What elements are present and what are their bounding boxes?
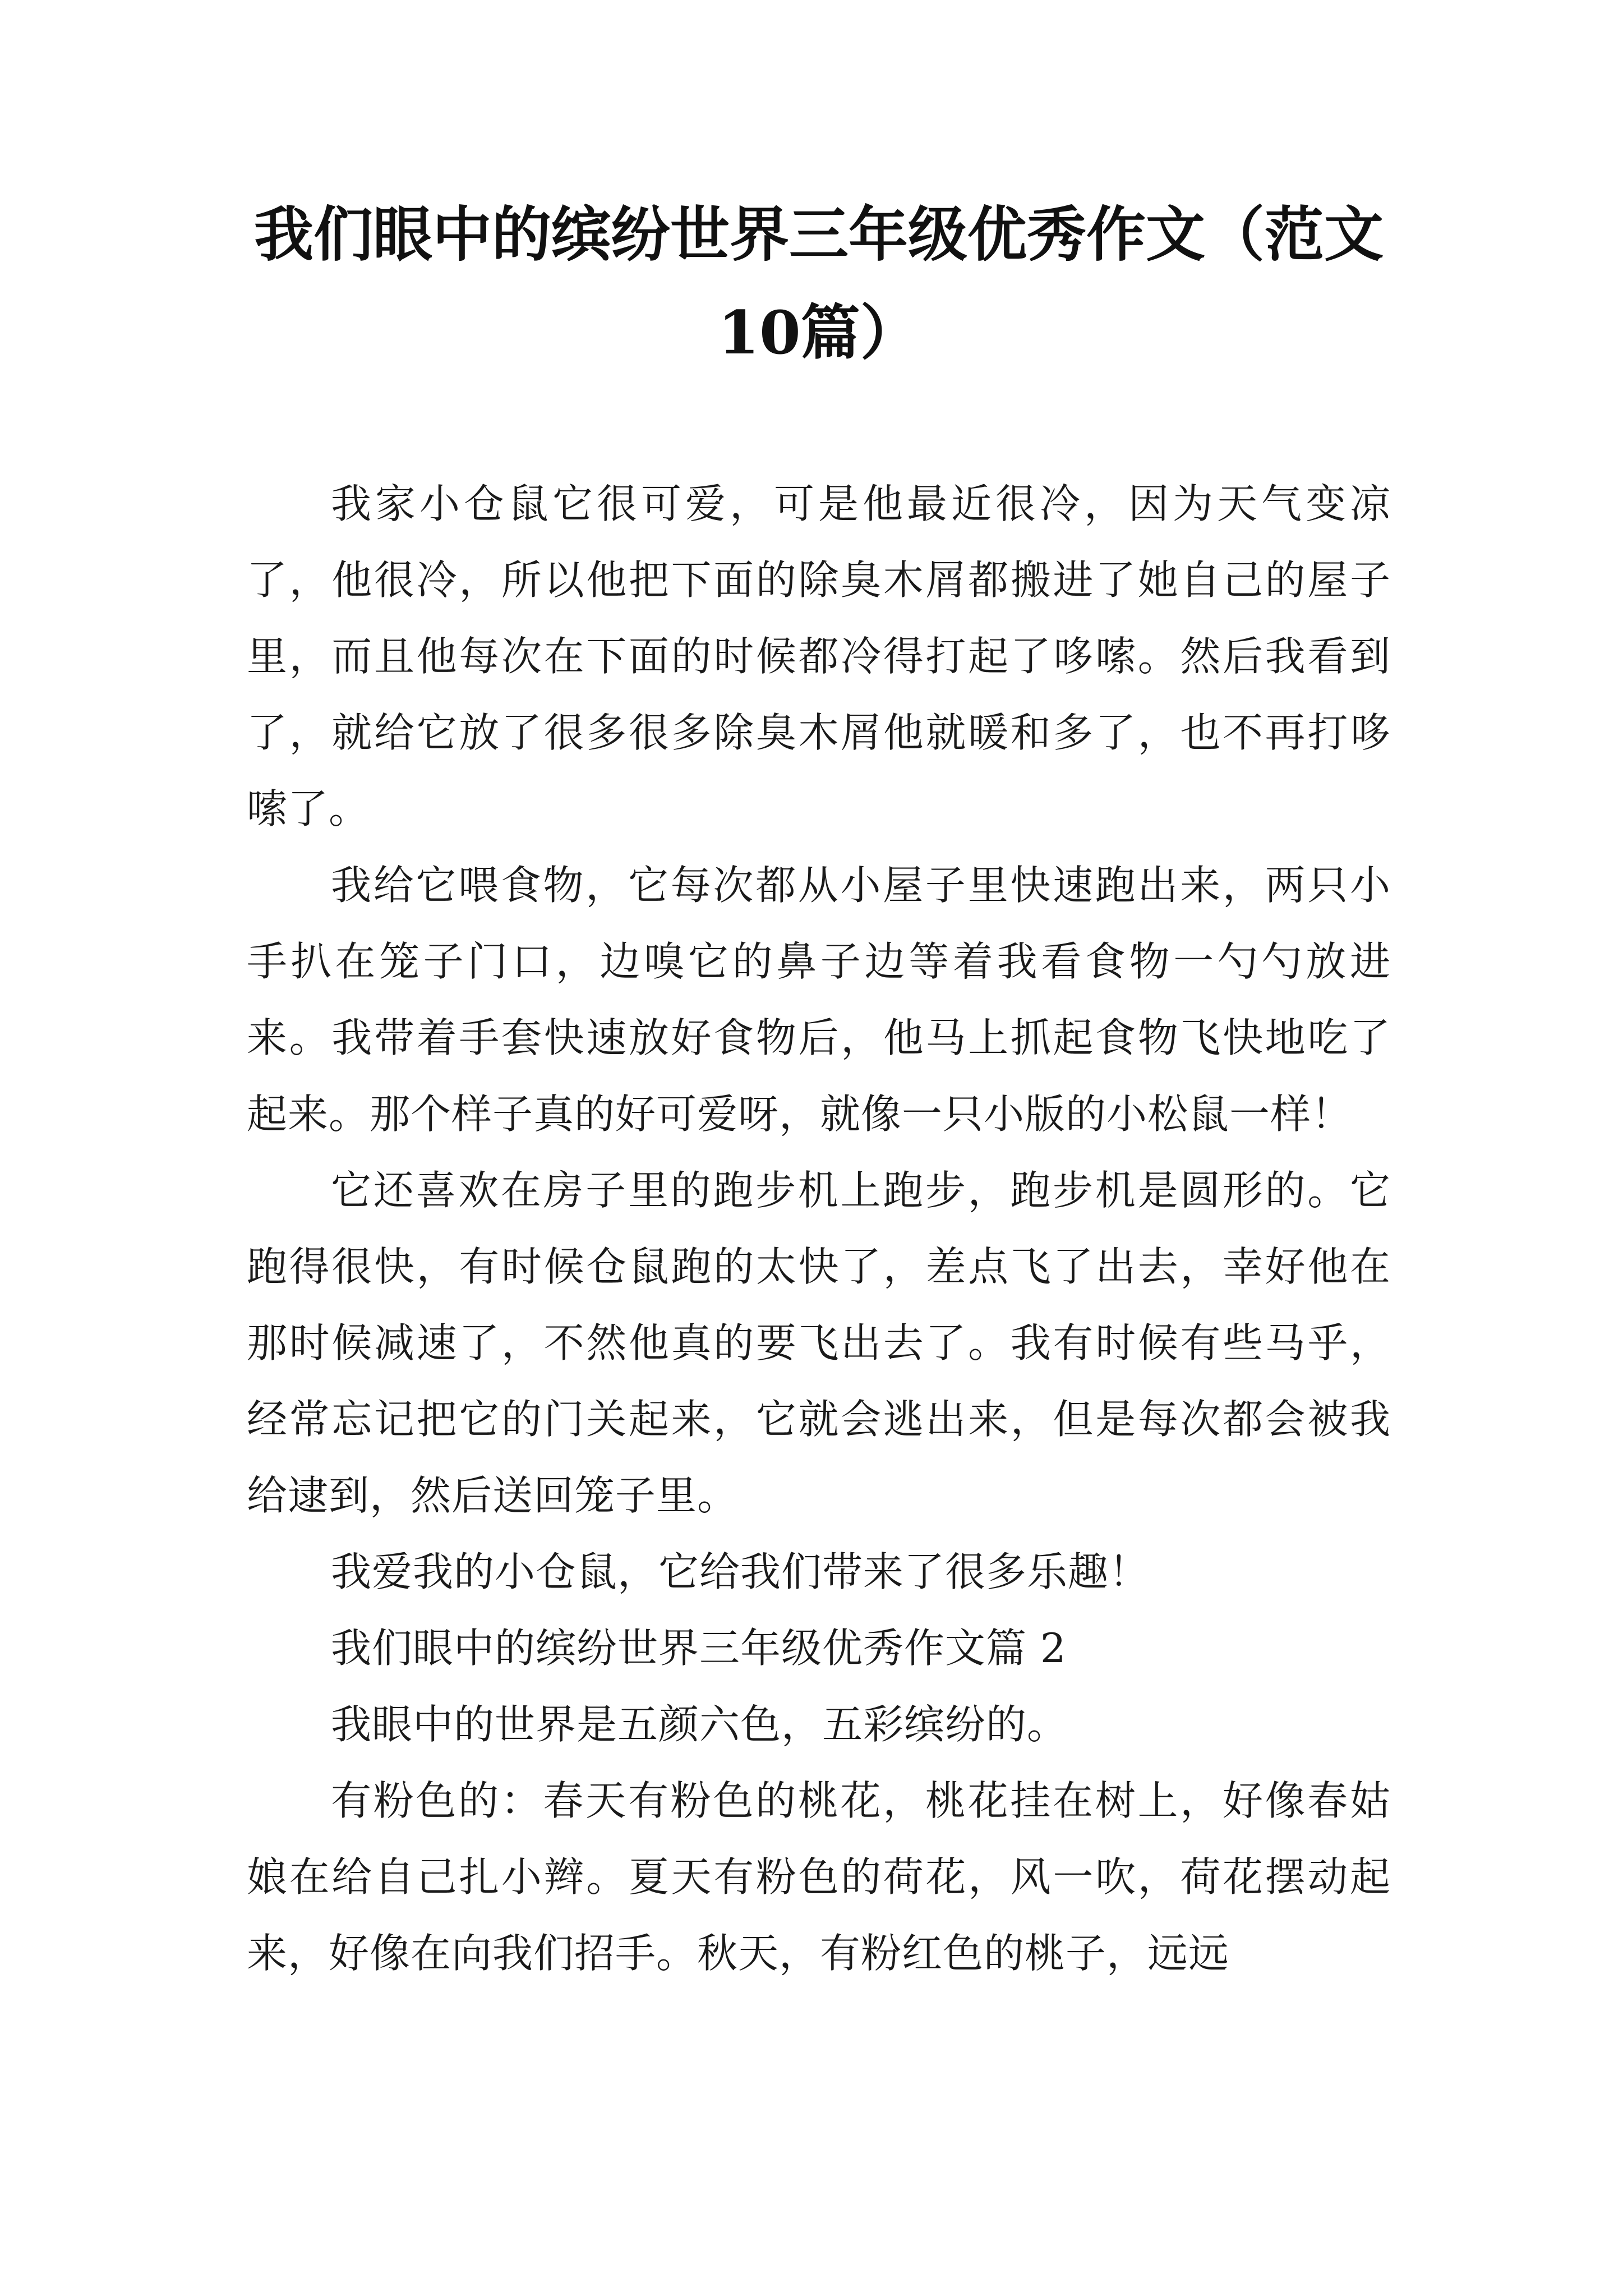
document-body <box>247 466 1391 1991</box>
section-heading: 我们眼中的缤纷世界三年级优秀作文篇 2 <box>331 1625 1067 1672</box>
paragraph-3: 它还喜欢在房子里的跑步机上跑步，跑步机是圆形的。它跑得很快，有时候仓鼠跑的太快了，差点飞了出去，幸好他在那时候减速了，不然他真的要飞出去了。我有时候有些马乎，经常忘记把它的门关起来，它就会逃出来，但是每次都会被我给逮到，然后送回笼子里。 <box>247 1167 1391 1519</box>
paragraph-4: 我爱我的小仓鼠，它给我们带来了很多乐趣！ <box>331 1548 1150 1595</box>
document-title: 我们眼中的缤纷世界三年级优秀作文（范文10篇） <box>254 199 1384 367</box>
paragraph-6: 有粉色的：春天有粉色的桃花，桃花挂在树上，好像春姑娘在给自己扎小辫。夏天有粉色的荷花，风一吹，荷花摆动起来，好像在向我们招手。秋天，有粉红色的桃子，远远 <box>247 1777 1391 1977</box>
paragraph-5: 我眼中的世界是五颜六色，五彩缤纷的。 <box>331 1701 1068 1748</box>
paragraph-2: 我给它喂食物，它每次都从小屋子里快速跑出来，两只小手扒在笼子门口，边嗅它的鼻子边等着我看食物一勺勺放进来。我带着手套快速放好食物后，他马上抓起食物飞快地吃了起来。那个样子真的好可爱呀，就像一只小版的小松鼠一样！ <box>247 862 1391 1138</box>
paragraph-1: 我家小仓鼠它很可爱，可是他最近很冷，因为天气变凉了，他很冷，所以他把下面的除臭木屑都搬进了她自己的屋子里，而且他每次在下面的时候都冷得打起了哆嗦。然后我看到了，就给它放了很多很多除臭木屑他就暖和多了，也不再打哆嗦了。 <box>247 480 1391 832</box>
